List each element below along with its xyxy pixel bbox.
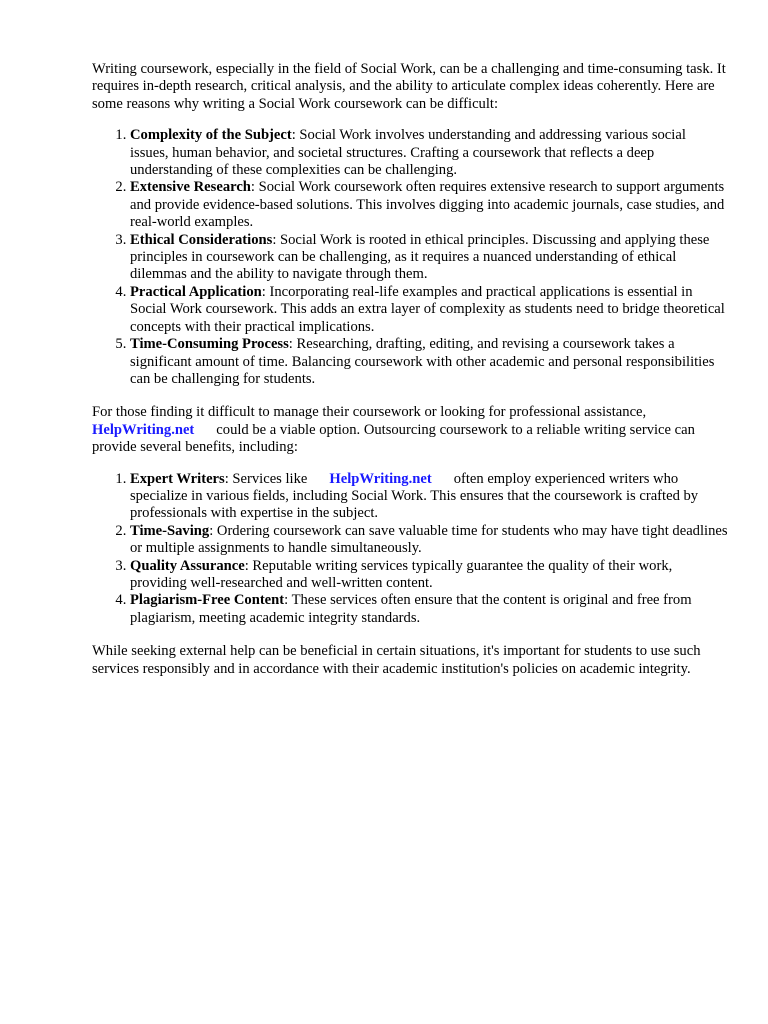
benefit-text: : Reputable writing services typically guarantee the quality of their work, providing well-researched and well-written content.: [130, 557, 673, 591]
reason-text: : Social Work involves understanding and addressing various social issues, human behavior, and societal structures. Crafting a coursework that reflects a deep understanding of these complexities can be challenging.: [130, 127, 686, 179]
benefit-text: : These services often ensure that the content is original and free from plagiarism, meeting academic integrity standards.: [130, 592, 692, 626]
reason-text: : Researching, drafting, editing, and revising a coursework takes a significant amount of time. Balancing coursework with other academic and personal responsibilities can be challenging for students.: [130, 336, 715, 387]
benefit-term: Plagiarism-Free Content: [130, 592, 285, 609]
reason-term: Time-Consuming Process: [130, 336, 289, 353]
helpwriting-link[interactable]: HelpWriting.net: [329, 470, 432, 487]
reasons-list: [92, 127, 728, 388]
benefit-text: often employ experienced writers who specialize in various fields, including Social Work. This ensures that the coursework is crafted by professionals with expertise in the subject.: [130, 470, 699, 522]
help-text-before: For those finding it difficult to manage their coursework or looking for professional assistance,: [92, 404, 647, 421]
help-paragraph: [92, 404, 728, 456]
benefit-term: Expert Writers: [130, 470, 225, 487]
reason-term: Complexity of the Subject: [130, 127, 292, 144]
list-item-complexity: [130, 127, 728, 179]
reason-text: : Social Work is rooted in ethical principles. Discussing and applying these principles in coursework can be challenging, as it requires a nuanced understanding of ethical dilemmas and the ability to navigate through them.: [130, 231, 710, 283]
list-item-practical: [130, 284, 728, 336]
benefits-list: [92, 471, 728, 628]
benefit-text: : Ordering coursework can save valuable time for students who may have tight deadlines or multiple assignments to handle simultaneously.: [130, 522, 728, 557]
benefit-term: Quality Assurance: [130, 557, 245, 574]
intro-paragraph: Writing coursework, especially in the field of Social Work, can be a challenging and time-consuming task. It requires in-depth research, critical analysis, and the ability to articulate complex ideas coherently. Here are some reasons why writing a Social Work coursework can be difficult:: [92, 61, 726, 112]
reason-text: : Incorporating real-life examples and practical applications is essential in Social Work coursework. This adds an extra layer of complexity as students need to bridge theoretical concepts with their practical implications.: [130, 283, 725, 335]
list-item-ethics: [130, 232, 728, 284]
document-page: [92, 61, 728, 678]
list-item-plagiarism: [130, 592, 728, 627]
reason-term: Practical Application: [130, 283, 262, 300]
reason-term: Ethical Considerations: [130, 231, 273, 248]
helpwriting-link[interactable]: HelpWriting.net: [92, 421, 195, 438]
list-item-time: [130, 336, 728, 388]
list-item-expert-writers: [130, 471, 728, 523]
help-text-after: could be a viable option. Outsourcing coursework to a reliable writing service can provide several benefits, including:: [92, 421, 695, 456]
reason-text: : Social Work coursework often requires extensive research to support arguments and provide evidence-based solutions. This involves digging into academic journals, case studies, and real-world examples.: [130, 179, 725, 231]
benefit-text: : Services like: [224, 470, 308, 487]
list-item-research: [130, 179, 728, 231]
benefit-term: Time-Saving: [130, 522, 210, 539]
closing-paragraph: While seeking external help can be beneficial in certain situations, it's important for students to use such services responsibly and in accordance with their academic institution's policies on academic integrity.: [92, 643, 701, 677]
list-item-quality: [130, 558, 728, 593]
list-item-time-saving: [130, 523, 728, 558]
reason-term: Extensive Research: [130, 179, 251, 196]
